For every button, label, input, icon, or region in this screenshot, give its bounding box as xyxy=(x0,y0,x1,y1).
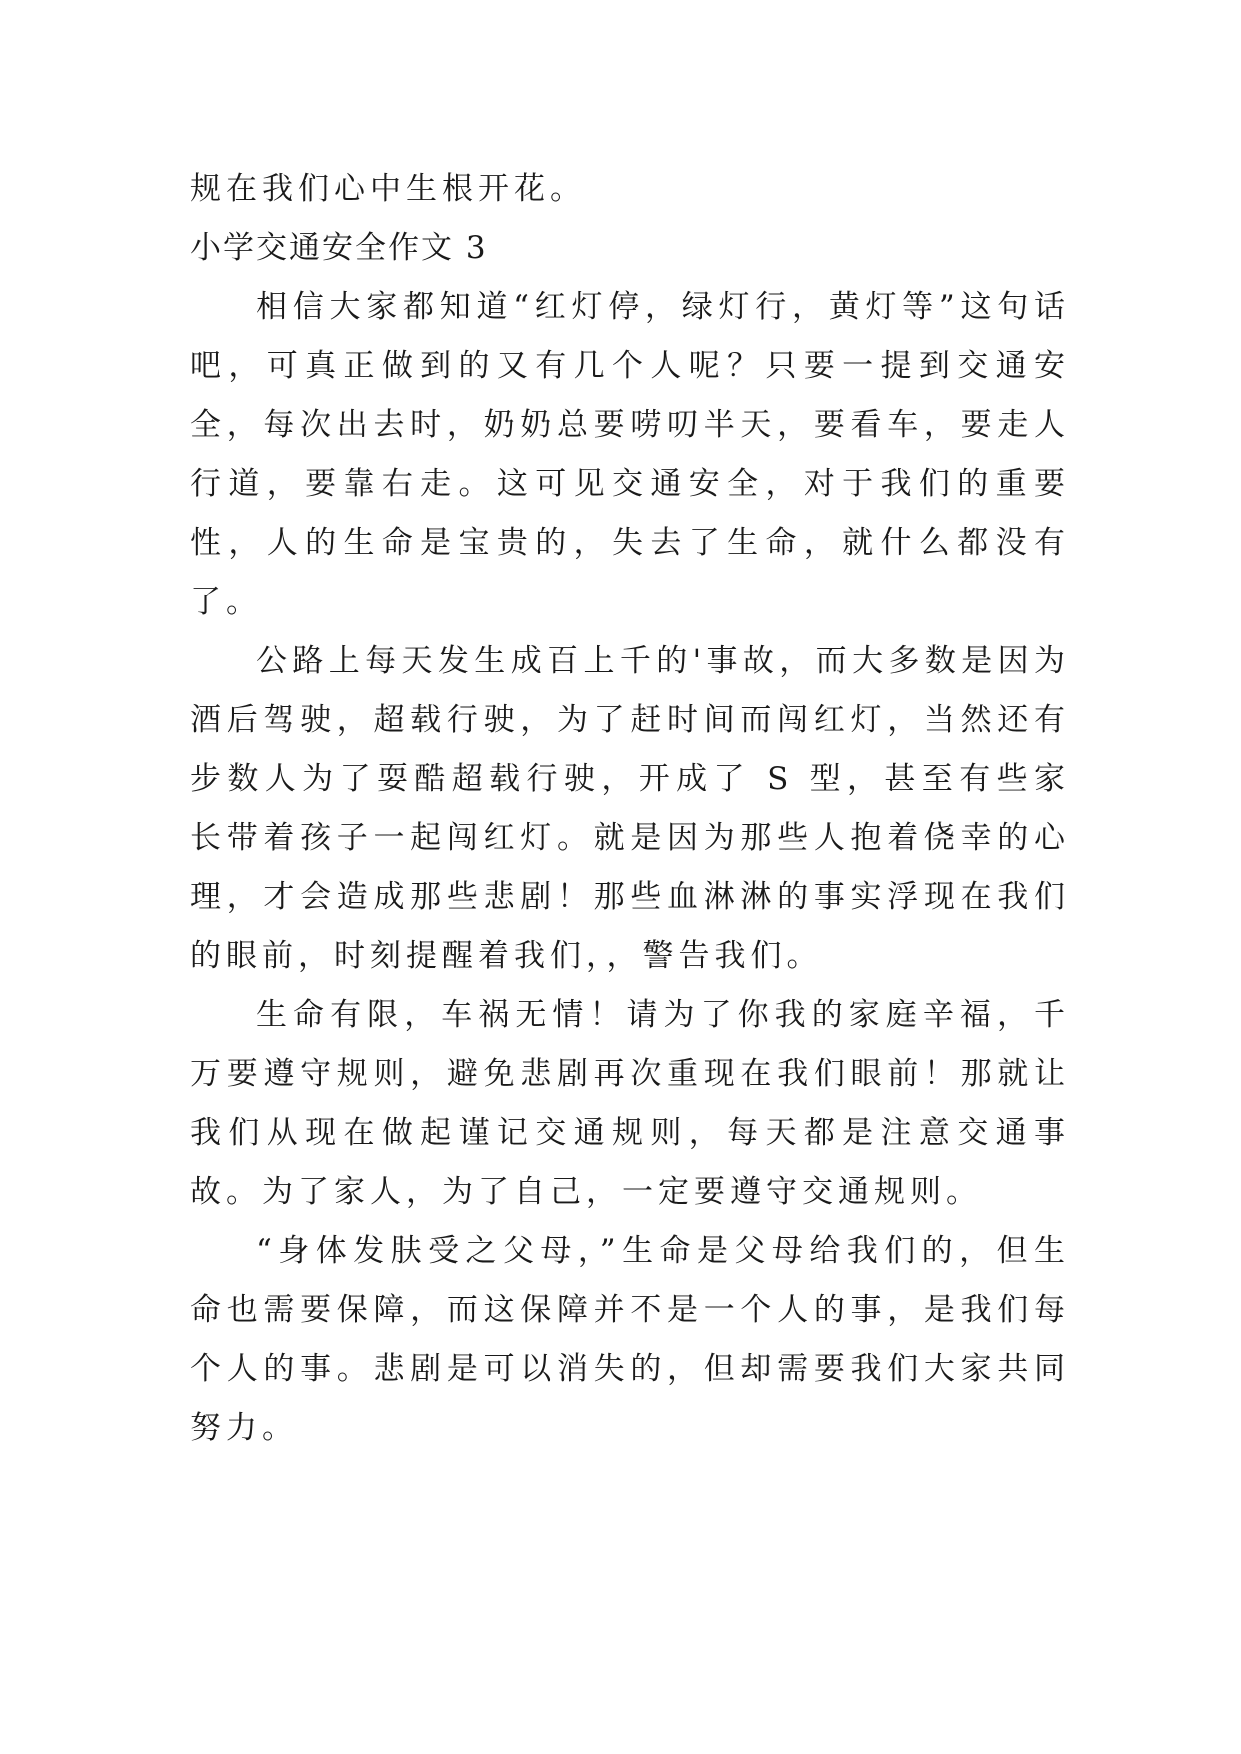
paragraph-4: “身体发肤受之父母，”生命是父母给我们的，但生命也需要保障，而这保障并不是一个人的事，是我们每个人的事。悲剧是可以消失的，但却需要我们大家共同努力。 xyxy=(190,1233,1070,1446)
paragraph-2: 公路上每天发生成百上千的'事故，而大多数是因为酒后驾驶，超载行驶，为了赶时间而闯红灯，当然还有步数人为了耍酷超载行驶，开成了 S 型，甚至有些家长带着孩子一起闯红灯。就是因为那些人抱着侥幸的心理，才会造成那些悲剧！那些血淋淋的事实浮现在我们的眼前，时刻提醒着我们，，警告我们。 xyxy=(190,643,1070,974)
paragraph-3: 生命有限，车祸无情！请为了你我的家庭辛福，千万要遵守规则，避免悲剧再次重现在我们眼前！那就让我们从现在做起谨记交通规则，每天都是注意交通事故。为了家人，为了自己，一定要遵守交通规则。 xyxy=(190,997,1070,1210)
paragraph-1: 相信大家都知道“红灯停，绿灯行，黄灯等”这句话吧，可真正做到的又有几个人呢？只要一提到交通安全，每次出去时，奶奶总要唠叨半天，要看车，要走人行道，要靠右走。这可见交通安全，对于我们的重要性，人的生命是宝贵的，失去了生命，就什么都没有了。 xyxy=(190,289,1070,620)
carryover-line: 规在我们心中生根开花。 xyxy=(190,171,586,207)
essay-heading: 小学交通安全作文 3 xyxy=(190,230,488,266)
document-body xyxy=(190,160,1070,1458)
